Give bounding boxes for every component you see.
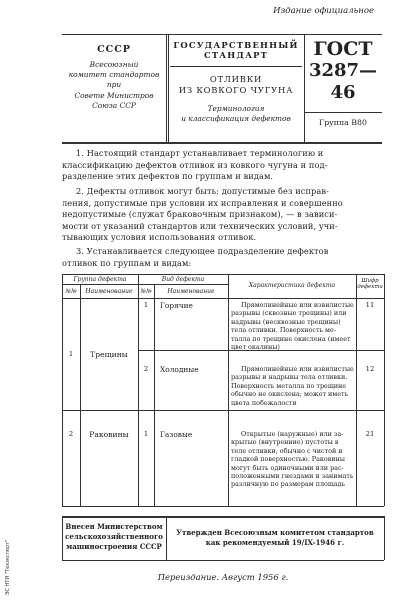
text-line: 3. Устанавливается следующее подразделение дефектов bbox=[76, 246, 329, 256]
header-group-name: Наименование bbox=[85, 288, 133, 295]
introduced-line: сельскохозяйственного bbox=[65, 532, 163, 541]
header-group-num: №№ bbox=[65, 288, 77, 295]
document-title bbox=[168, 74, 304, 96]
standard-type bbox=[168, 40, 304, 60]
desc-line: могут быть одиночными или рас- bbox=[231, 463, 344, 472]
desc-line: обычно не окислена; может иметь bbox=[231, 390, 349, 399]
kind-name: Газовые bbox=[160, 430, 193, 439]
kind-description bbox=[231, 430, 355, 489]
kind-code: 11 bbox=[365, 301, 375, 309]
document-subtitle bbox=[168, 104, 304, 123]
group-label: Группа В80 bbox=[319, 118, 367, 127]
desc-line: гладкой поверхностью. Раковины bbox=[231, 455, 345, 464]
group-name: Трещины bbox=[90, 350, 128, 359]
text-line: классификацию дефектов отливок из ковкого чугуна и под- bbox=[62, 159, 328, 170]
group-num: 2 bbox=[68, 430, 74, 438]
desc-line: цвета побежалости bbox=[231, 398, 297, 407]
header-group: Группа дефекта bbox=[73, 276, 127, 283]
header-kind-num: №№ bbox=[140, 288, 152, 295]
kind-name: Горячие bbox=[160, 301, 193, 310]
text-line: 2. Дефекты отливок могут быть: допустимые без исправ- bbox=[76, 186, 329, 196]
text-line: недопустимые (служат браковочным признаком), — в зависи- bbox=[62, 209, 338, 219]
issuer-block bbox=[62, 60, 166, 111]
header-characteristic: Характеристика дефекта bbox=[248, 282, 336, 289]
subtitle-line: и классификация дефектов bbox=[181, 113, 291, 123]
header-kind: Вид дефекта bbox=[161, 276, 205, 283]
kind-code: 12 bbox=[365, 365, 375, 373]
group-num: 1 bbox=[68, 350, 74, 358]
desc-line: цвет окалины) bbox=[231, 343, 280, 352]
desc-line: Открытые (наружные) или за- bbox=[241, 430, 344, 438]
kind-code: 21 bbox=[365, 430, 375, 438]
kind-num: 2 bbox=[143, 365, 149, 373]
desc-line: Прямолинейные или извилистые bbox=[241, 301, 354, 309]
paragraph-3 bbox=[62, 246, 384, 269]
side-stamp bbox=[2, 526, 12, 598]
issuer-line: Всесоюзный bbox=[89, 60, 139, 69]
desc-line: различную по размерам площадь bbox=[231, 480, 346, 489]
desc-line: крытые (внутренние) пустоты в bbox=[231, 438, 339, 447]
text-line: тывающих условия использования отливок. bbox=[62, 232, 257, 242]
standard-type-line: СТАНДАРТ bbox=[203, 50, 269, 60]
introduced-line: Внесен Министерством bbox=[65, 522, 163, 531]
issuer-line: Совете Министров bbox=[74, 90, 154, 100]
introduced-by bbox=[62, 522, 166, 552]
header-kind-name: Наименование bbox=[167, 288, 215, 295]
kind-description bbox=[231, 301, 355, 351]
desc-line: надрывы (несквозные трещины) bbox=[231, 317, 341, 326]
reprint-note: Переиздание. Август 1956 г. bbox=[157, 572, 289, 582]
text-line: ления, допустимые при условии их исправления и совершенно bbox=[62, 197, 343, 208]
kind-num: 1 bbox=[143, 301, 149, 309]
desc-line: тела отливки. Поверхность ме- bbox=[231, 326, 336, 335]
country-label: СССР bbox=[97, 44, 131, 55]
issuer-line: Союза ССР bbox=[92, 100, 136, 110]
gost-number: 3287—46 bbox=[308, 60, 378, 103]
title-line: ИЗ КОВКОГО ЧУГУНА bbox=[178, 85, 294, 95]
group-name: Раковины bbox=[89, 430, 129, 439]
desc-line: разрывы (сквозные трещины) или bbox=[231, 309, 347, 318]
desc-line: разрывы и надрывы тела отливки. bbox=[231, 373, 348, 382]
gost-designation bbox=[304, 38, 382, 104]
subtitle-line: Терминология bbox=[207, 104, 265, 113]
issuer-line: при bbox=[106, 80, 122, 90]
text-line: 1. Настоящий стандарт устанавливает терминологию и bbox=[76, 148, 324, 158]
approved-line: как рекомендуемый 19/IX-1946 г. bbox=[205, 538, 345, 547]
desc-line: положенными гнездами и занимать bbox=[231, 472, 354, 481]
approved-line: Утвержден Всесоюзным комитетом стандартов bbox=[176, 528, 374, 537]
header-code: Шифр дефекта bbox=[357, 278, 383, 291]
kind-num: 1 bbox=[143, 430, 149, 438]
desc-line: Поверхность металла по трещине bbox=[231, 381, 347, 390]
side-stamp-text: ЭС НТИ "Техэксперт" bbox=[5, 539, 11, 595]
desc-line: Прямолинейные или извилистые bbox=[241, 365, 354, 373]
issuer-line: комитет стандартов bbox=[68, 70, 160, 80]
edition-note: Издание официальное bbox=[273, 6, 374, 16]
title-line: ОТЛИВКИ bbox=[209, 74, 263, 84]
text-line: отливок по группам и видам: bbox=[62, 257, 192, 268]
kind-name: Холодные bbox=[160, 365, 199, 374]
desc-line: талла по трещине окислена (имеет bbox=[231, 334, 351, 343]
paragraph-2 bbox=[62, 186, 384, 244]
text-line: разделение этих дефектов по группам и видам. bbox=[62, 171, 274, 181]
text-line: мости от указаний стандартов или технических условий, учи- bbox=[62, 220, 338, 231]
approved-by bbox=[166, 528, 384, 548]
introduced-line: машиностроения СССР bbox=[66, 542, 162, 551]
kind-description bbox=[231, 365, 355, 407]
desc-line: теле отливки, обычно с чистой и bbox=[231, 446, 343, 455]
gost-label: ГОСТ bbox=[313, 38, 373, 60]
paragraph-1 bbox=[62, 148, 384, 183]
standard-type-line: ГОСУДАРСТВЕННЫЙ bbox=[173, 40, 299, 50]
